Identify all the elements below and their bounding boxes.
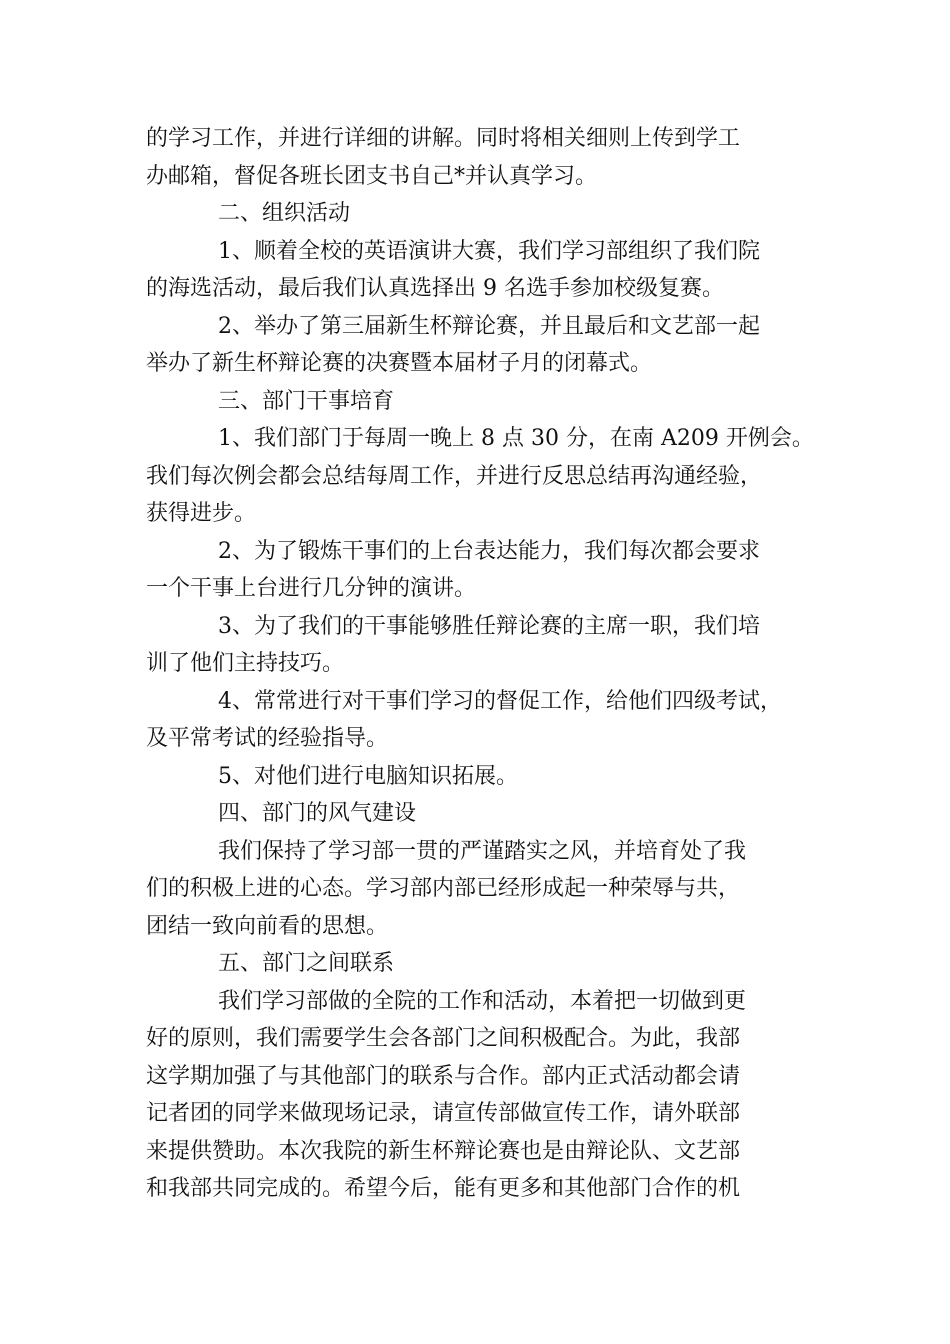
text-line: 我们学习部做的全院的工作和活动，本着把一切做到更 — [218, 988, 747, 1014]
text-line: 获得进步。 — [146, 501, 257, 526]
text-line: 及平常考试的经验指导。 — [146, 726, 389, 751]
text-line: 来提供赞助。本次我院的新生杯辩论赛也是由辩论队、文艺部 — [146, 1138, 741, 1164]
text-line: 1、顺着全校的英语演讲大赛，我们学习部组织了我们院 — [218, 238, 760, 264]
text-line: 四、部门的风气建设 — [218, 801, 417, 826]
text-line: 和我部共同完成的。希望今后，能有更多和其他部门合作的机 — [146, 1176, 741, 1201]
text-line: 的海选活动，最后我们认真选择出 9 名选手参加校级复赛。 — [146, 276, 724, 301]
text-line: 1、我们部门于每周一晚上 8 点 30 分，在南 A209 开例会。 — [218, 426, 814, 451]
text-line: 的学习工作，并进行详细的讲解。同时将相关细则上传到学工 — [146, 126, 741, 151]
text-line: 们的积极上进的心态。学习部内部已经形成起一种荣辱与共， — [146, 876, 741, 901]
document-body — [146, 120, 826, 1208]
text-line: 举办了新生杯辩论赛的决赛暨本届材子月的闭幕式。 — [146, 351, 653, 376]
text-line: 五、部门之间联系 — [218, 951, 395, 976]
text-line: 4、常常进行对干事们学习的督促工作，给他们四级考试， — [218, 688, 782, 714]
text-line: 办邮箱，督促各班长团支书自己*并认真学习。 — [146, 163, 598, 189]
text-line: 5、对他们进行电脑知识拓展。 — [218, 763, 518, 789]
text-line: 我们保持了学习部一贯的严谨踏实之风，并培育处了我 — [218, 838, 747, 864]
text-line: 团结一致向前看的思想。 — [146, 913, 389, 939]
text-line: 我们每次例会都会总结每周工作，并进行反思总结再沟通经验， — [146, 463, 763, 489]
text-line: 好的原则，我们需要学生会各部门之间积极配合。为此，我部 — [146, 1026, 741, 1051]
text-line: 2、举办了第三届新生杯辩论赛，并且最后和文艺部一起 — [218, 313, 760, 339]
text-line: 3、为了我们的干事能够胜任辩论赛的主席一职，我们培 — [218, 613, 760, 639]
text-line: 三、部门干事培育 — [218, 388, 395, 414]
text-line: 记者团的同学来做现场记录，请宣传部做宣传工作，请外联部 — [146, 1101, 741, 1126]
text-line: 训了他们主持技巧。 — [146, 651, 345, 676]
text-line: 这学期加强了与其他部门的联系与合作。部内正式活动都会请 — [146, 1063, 741, 1089]
text-line: 2、为了锻炼干事们的上台表达能力，我们每次都会要求 — [218, 538, 760, 564]
text-line: 二、组织活动 — [218, 201, 351, 226]
text-line: 一个干事上台进行几分钟的演讲。 — [146, 576, 477, 601]
